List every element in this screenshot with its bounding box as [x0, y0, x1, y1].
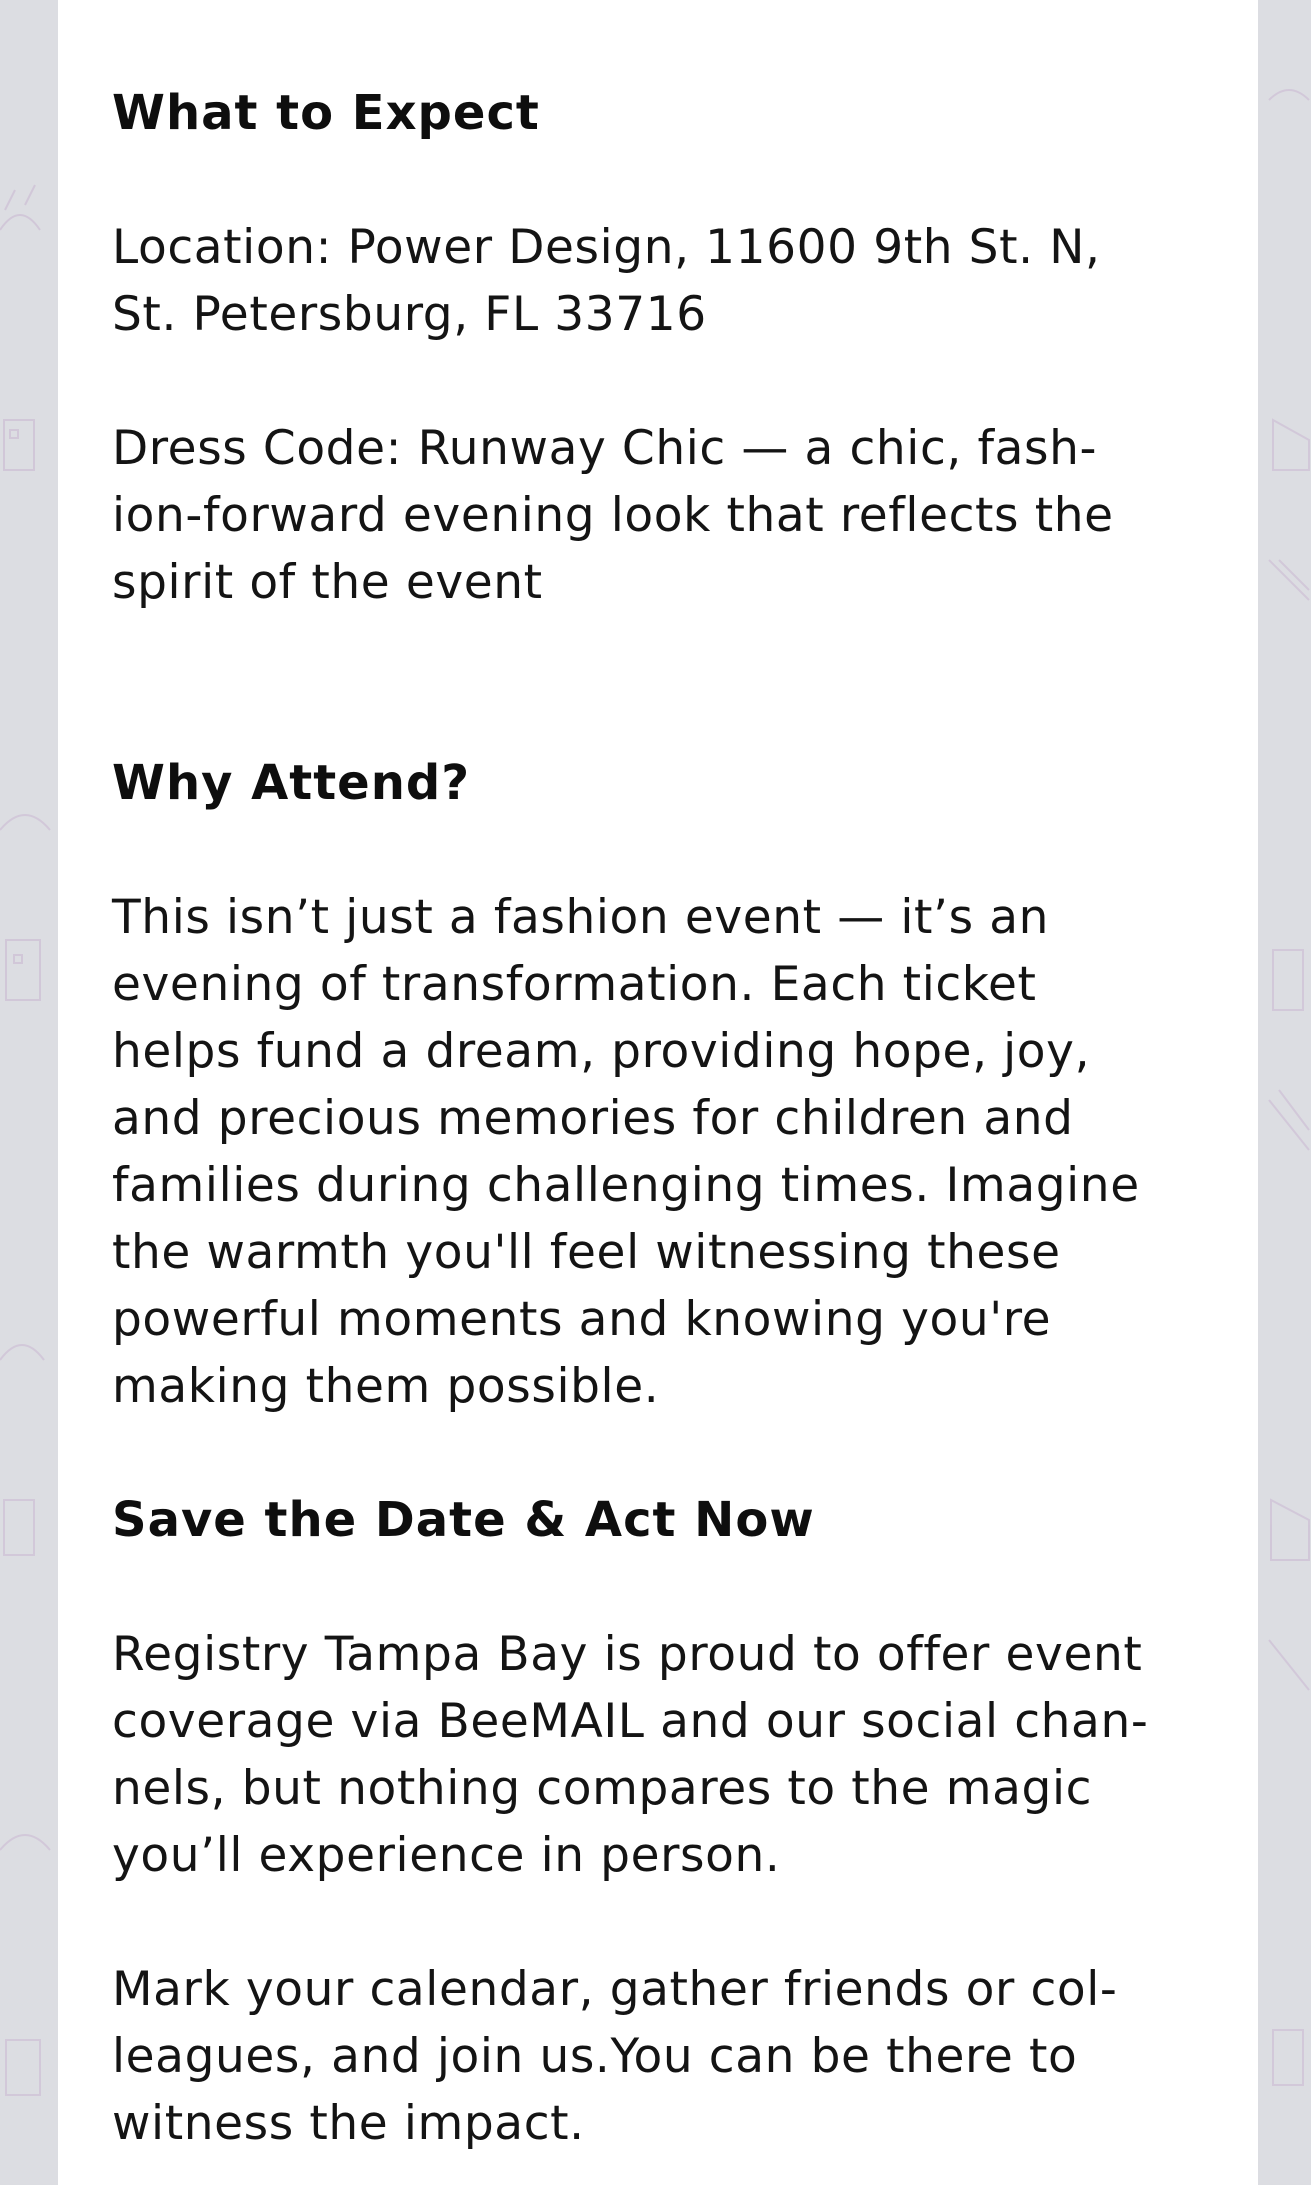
coverage-text: Registry Tampa Bay is proud to offer event coverage via BeeMAIL and our social chan- nels, but nothing compares to the magic you’ll experience in person.	[112, 1627, 1149, 1883]
section-heading-what-to-expect: What to Expect	[112, 85, 540, 141]
section-heading-save-the-date: Save the Date & Act Now	[112, 1492, 815, 1548]
background-pattern-left	[0, 0, 58, 2185]
why-attend-text: This isn’t just a fashion event — it’s an evening of transformation. Each ticket helps fund a dream, providing hope, joy, and precious memories for children and families during challenging times. Imagine the warmth you'll feel witnessing these powerful moments and knowing you're making them possible.	[112, 890, 1140, 1414]
dress-code-text: Dress Code: Runway Chic — a chic, fash- ion-forward evening look that reflects the spirit of the event	[112, 421, 1114, 610]
article-card	[58, 0, 1258, 2185]
section-heading-why-attend: Why Attend?	[112, 755, 471, 811]
call-to-action-text: Mark your calendar, gather friends or col- leagues, and join us.You can be there to witness the impact.	[112, 1962, 1118, 2151]
location-text: Location: Power Design, 11600 9th St. N, St. Petersburg, FL 33716	[112, 220, 1101, 342]
background-pattern-right	[1259, 0, 1311, 2185]
decorative-pattern-icon	[1259, 0, 1311, 2185]
decorative-pattern-icon	[0, 0, 58, 2185]
